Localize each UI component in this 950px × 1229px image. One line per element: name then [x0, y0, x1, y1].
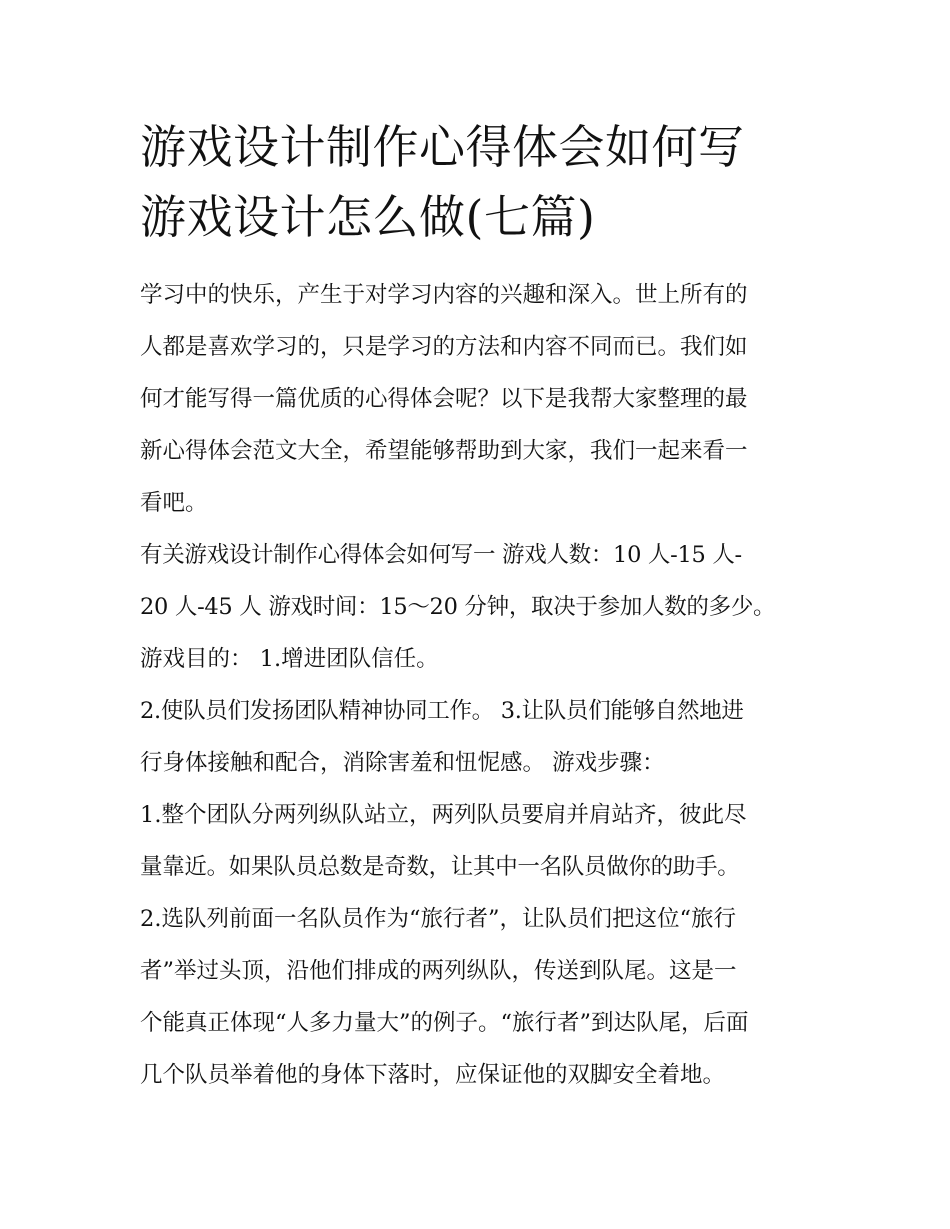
- body-line: 个能真正体现“人多力量大”的例子。“旅行者”到达队尾，后面: [140, 1010, 749, 1036]
- body-line: 何才能写得一篇优质的心得体会呢？以下是我帮大家整理的最: [140, 386, 748, 412]
- body-line: 量靠近。如果队员总数是奇数，让其中一名队员做你的助手。: [140, 854, 740, 880]
- body-line: 行身体接触和配合，消除害羞和忸怩感。 游戏步骤：: [140, 750, 665, 776]
- body-line: 20 人-45 人 游戏时间：15～20 分钟，取决于参加人数的多少。: [140, 594, 776, 620]
- body-line: 人都是喜欢学习的，只是学习的方法和内容不同而已。我们如: [140, 334, 748, 360]
- body-line: 2.使队员们发扬团队精神协同工作。 3.让队员们能够自然地进: [140, 698, 744, 724]
- body-line: 新心得体会范文大全，希望能够帮助到大家，我们一起来看一: [140, 438, 748, 464]
- document-title: [140, 112, 812, 252]
- body-line: 学习中的快乐，产生于对学习内容的兴趣和深入。世上所有的: [140, 282, 748, 308]
- body-line: 几个队员举着他的身体下落时，应保证他的双脚安全着地。: [140, 1062, 726, 1088]
- document-content: [140, 112, 812, 1101]
- body-line: 2.选队列前面一名队员作为“旅行者”，让队员们把这位“旅行: [140, 906, 736, 932]
- body-line: 看吧。: [140, 490, 208, 516]
- body-line: 游戏目的： 1.增进团队信任。: [140, 646, 439, 672]
- title-line: 游戏设计制作心得体会如何写: [140, 120, 745, 174]
- document-body: [140, 269, 812, 1101]
- body-line: 1.整个团队分两列纵队站立，两列队员要肩并肩站齐，彼此尽: [140, 802, 747, 828]
- body-line: 者”举过头顶，沿他们排成的两列纵队，传送到队尾。这是一: [140, 958, 737, 984]
- body-line: 有关游戏设计制作心得体会如何写一 游戏人数：10 人-15 人-: [140, 542, 742, 568]
- title-line: 游戏设计怎么做(七篇): [140, 190, 596, 244]
